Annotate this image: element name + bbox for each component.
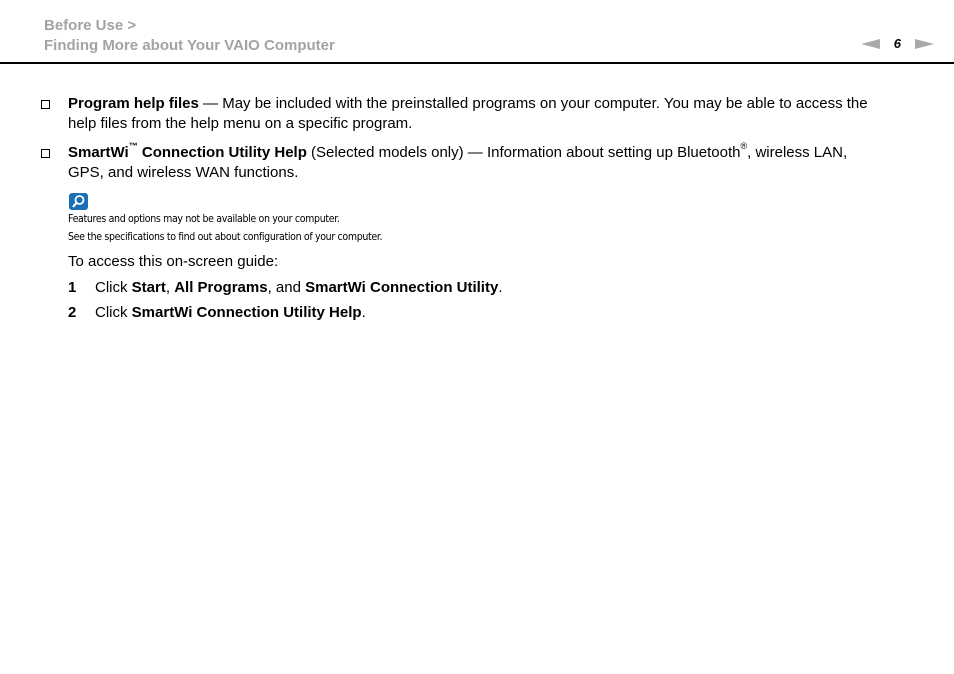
step-2: 2 Click SmartWi Connection Utility Help.	[68, 304, 366, 321]
next-page-arrow-icon[interactable]	[915, 39, 934, 49]
breadcrumb-current: Finding More about Your VAIO Computer	[44, 37, 335, 54]
previous-page-arrow-icon[interactable]	[861, 39, 880, 49]
item-description-cont: GPS, and wireless WAN functions.	[68, 164, 299, 181]
list-item-program-help	[40, 94, 920, 134]
note-text	[68, 210, 382, 246]
list-item-text	[68, 94, 920, 134]
item-title: Program help files	[68, 95, 199, 112]
ui-term-utility: SmartWi Connection Utility	[305, 279, 499, 296]
page-navigation	[861, 36, 934, 51]
ui-term-utility-help: SmartWi Connection Utility Help	[131, 304, 362, 321]
guide-intro: To access this on-screen guide:	[68, 253, 279, 270]
step-1: 1 Click Start, All Programs, and SmartWi Connection Utility.	[68, 279, 503, 296]
header-divider	[0, 62, 954, 64]
list-item-smartwi-help	[40, 143, 920, 183]
magnifier-note-icon	[69, 193, 88, 210]
item-title: SmartWi™ Connection Utility Help	[68, 141, 307, 161]
list-item-text: SmartWi™ Connection Utility Help (Selected models only) — Information about setting up Bluetooth®, wireless LAN, GPS, and wireless WAN functions.	[68, 141, 848, 181]
breadcrumb-parent[interactable]: Before Use >	[44, 17, 137, 34]
step-number: 1	[68, 279, 77, 296]
ui-term-start: Start	[131, 279, 166, 296]
step-number: 2	[68, 304, 77, 321]
item-description-cont: help files from the help menu on a specific program.	[68, 115, 413, 132]
checkbox-bullet-icon	[41, 100, 50, 109]
breadcrumb	[44, 16, 335, 56]
note-line: Features and options may not be available on your computer.	[68, 212, 340, 225]
page-number: 6	[893, 36, 901, 51]
item-description: (Selected models only) — Information about setting up Bluetooth	[306, 144, 741, 161]
registered-mark: ®	[740, 141, 748, 151]
checkbox-bullet-icon	[41, 149, 50, 158]
item-description: — May be included with the preinstalled programs on your computer. You may be able to access the	[198, 95, 868, 112]
note-line: See the specifications to find out about configuration of your computer.	[68, 230, 383, 243]
ui-term-all-programs: All Programs	[174, 279, 268, 296]
